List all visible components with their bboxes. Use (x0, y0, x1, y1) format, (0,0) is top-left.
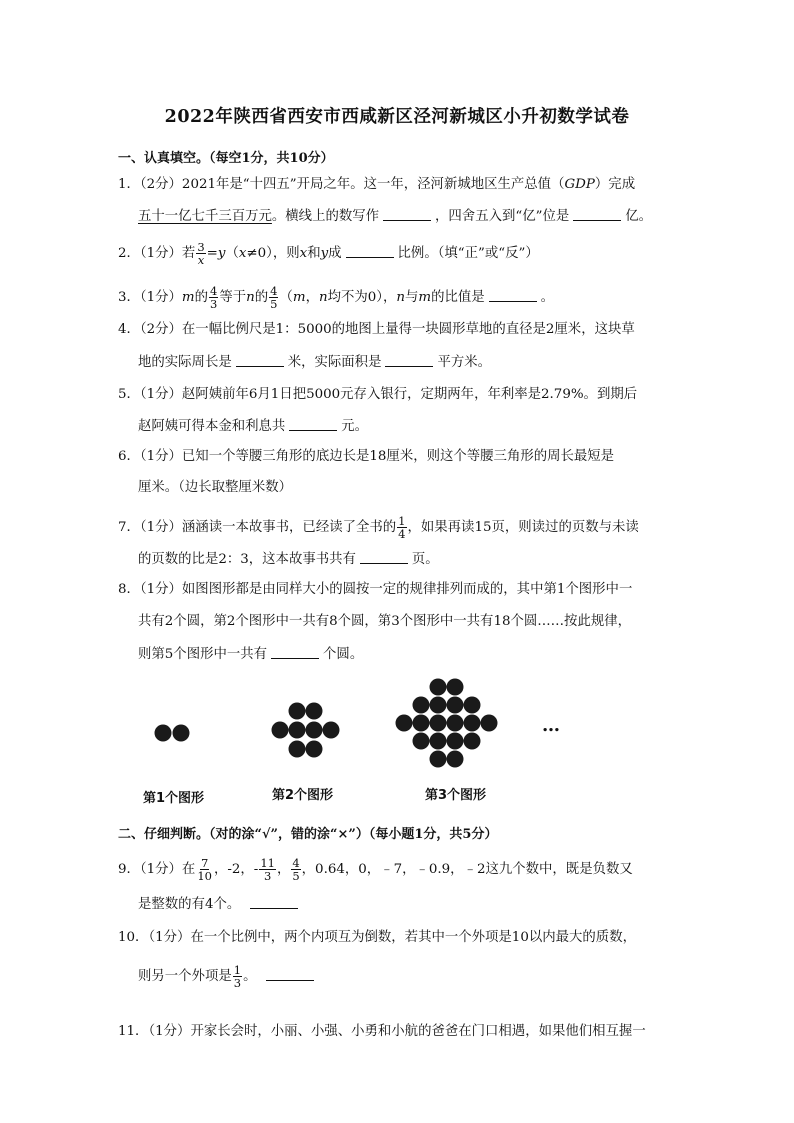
question-6-line-1 (118, 449, 678, 465)
circle-pattern-figure (137, 677, 567, 805)
q5-score: （1分） (139, 387, 182, 402)
section-1-heading: 一、认真填空。（每空1分，共10分） (118, 151, 334, 166)
q3-p2: 均不为0）， (327, 290, 397, 305)
q3-number: 3． (118, 290, 140, 305)
q2-text: 若 (181, 246, 196, 261)
q3-n: n (246, 290, 255, 305)
q10-text-2a: 则另一个外项是 (138, 969, 232, 984)
q10-text-2b: 。 (243, 969, 257, 984)
q8-text-3a: 则第5个图形中一共有 (138, 647, 268, 662)
q9-frac1-num: 7 (200, 856, 209, 870)
question-4-line-1 (118, 322, 678, 338)
q4-text-2b: 米，实际面积是 (287, 355, 382, 370)
q2-number: 2． (118, 246, 140, 261)
question-4-line-2 (138, 354, 491, 371)
q7-text-1b: ，如果再读15页，则读过的页数与未读 (407, 520, 639, 535)
q1-underlined-number: 五十一亿七千三百万元 (138, 209, 272, 224)
q3-comma: ， (305, 290, 319, 305)
q7-text-2b: 页。 (411, 552, 439, 567)
q5-text: 赵阿姨前年6月1日把5000元存入银行，定期两年，年利率是2.79%。到期后 (181, 387, 638, 402)
q2-frac-num: 3 (197, 240, 205, 254)
circle (306, 741, 323, 758)
q2-cond-open: （ (225, 246, 239, 261)
q3-blank[interactable] (489, 289, 537, 302)
q10-score: （1分） (148, 930, 191, 945)
q4-text-2a: 地的实际周长是 (138, 355, 232, 370)
circle (289, 722, 306, 739)
question-9-line-2 (138, 896, 302, 913)
q3-n3: n (396, 290, 405, 305)
circle (272, 722, 289, 739)
q4-text-2c: 平方米。 (437, 355, 492, 370)
q7-text-2a: 的页数的比是2：3，这本故事书共有 (138, 552, 356, 567)
q4-blank-2[interactable] (385, 354, 433, 367)
q7-text-1a: 涵涵读一本故事书，已经读了全书的 (181, 520, 397, 535)
question-9-line-1 (118, 857, 678, 882)
q3-frac1-den: 3 (210, 297, 218, 311)
q3-score: （1分） (139, 290, 182, 305)
circle (306, 703, 323, 720)
q10-answer-blank[interactable] (266, 968, 314, 981)
q3-frac2-num: 4 (270, 284, 278, 298)
q9-s2: ， (276, 862, 291, 877)
q1-text-3: 。横线上的数写作 (271, 209, 380, 224)
q10-fraction (233, 964, 242, 989)
question-5-line-2 (138, 418, 368, 435)
question-3 (118, 285, 678, 310)
q3-de-1: 的 (194, 290, 209, 305)
question-8-line-3 (138, 646, 363, 663)
q5-text-2a: 赵阿姨可得本金和利息共 (138, 419, 286, 434)
q2-post: 比例。（填“正”或“反”） (397, 246, 539, 261)
q1-text-4: ，四舍五入到“亿”位是 (435, 209, 570, 224)
circle (413, 733, 430, 750)
circle (430, 751, 447, 768)
question-8-line-2: 共有2个圆，第2个图形中一共有8个圆，第3个图形中一共有18个圆……按此规律， (138, 614, 632, 629)
q5-text-2b: 元。 (341, 419, 369, 434)
q5-blank[interactable] (289, 418, 337, 431)
figure-1-circles (155, 725, 190, 742)
q7-score: （1分） (139, 520, 182, 535)
q8-text-3b: 个圆。 (323, 647, 364, 662)
q11-text: 开家长会时，小丽、小强、小勇和小航的爸爸在门口相遇，如果他们相互握一 (190, 1024, 646, 1039)
q8-score: （1分） (139, 582, 182, 597)
q2-blank[interactable] (346, 245, 394, 258)
q9-frac3-num: 4 (292, 856, 300, 870)
q9-pre: 在 (181, 862, 196, 877)
q2-frac-den: x (197, 253, 205, 267)
circle (413, 697, 430, 714)
q2-fraction (196, 241, 205, 266)
q9-frac1-den: 10 (197, 869, 212, 883)
circle (464, 733, 481, 750)
circle (447, 679, 464, 696)
q9-frac2-den: 3 (263, 869, 272, 883)
q9-number: 9． (118, 862, 140, 877)
question-6-line-2: 厘米。（边长取整厘米数） (138, 480, 292, 495)
q3-m2: m (292, 290, 306, 305)
q1-text: 2021年是“十四五”开局之年。这一年，泾河新城地区生产总值（ (181, 177, 565, 192)
q3-frac1-num: 4 (210, 284, 218, 298)
question-10-line-2 (138, 964, 318, 989)
circle (464, 715, 481, 732)
q2-y2: y (320, 246, 329, 261)
q6-text: 已知一个等腰三角形的底边长是18厘米，则这个等腰三角形的周长最短是 (181, 449, 615, 464)
q3-frac2-den: 5 (270, 297, 278, 311)
circle (447, 697, 464, 714)
q7-fraction (397, 515, 406, 540)
q9-frac2-num: 11 (260, 856, 275, 870)
q2-score: （1分） (139, 246, 182, 261)
q2-x: x (238, 246, 247, 261)
q7-frac-den: 4 (398, 527, 406, 541)
question-7-line-1 (118, 515, 678, 540)
q9-s1: ，-2，- (213, 862, 259, 877)
q9-fraction-1 (196, 857, 213, 882)
q3-de-2: 的 (254, 290, 269, 305)
q3-p1: （ (279, 290, 293, 305)
q1-text-5: 亿。 (625, 209, 653, 224)
question-2 (118, 241, 678, 266)
circle (447, 733, 464, 750)
circle (447, 715, 464, 732)
q5-number: 5． (118, 387, 140, 402)
figure-3-circles (396, 679, 498, 768)
circle (173, 725, 190, 742)
q9-text-2: 是整数的有4个。 (138, 897, 241, 912)
q7-blank[interactable] (360, 551, 408, 564)
circle (306, 722, 323, 739)
q1-blank-1[interactable] (383, 208, 431, 221)
q2-and: 和 (307, 246, 321, 261)
page-title: 2022年陕西省西安市西咸新区泾河新城区小升初数学试卷 (164, 107, 630, 127)
q3-fraction-2 (269, 285, 278, 310)
q8-blank[interactable] (271, 646, 319, 659)
circle (430, 679, 447, 696)
q2-cond: ≠0），则 (246, 246, 300, 261)
circle (464, 697, 481, 714)
circle (289, 741, 306, 758)
q1-gdp: GDP (564, 177, 595, 192)
q2-x2: x (299, 246, 308, 261)
q2-eq: = (206, 246, 218, 261)
circle (430, 733, 447, 750)
q10-frac-num: 1 (233, 963, 242, 977)
question-8-line-1 (118, 582, 678, 598)
q3-post: 的比值是 (431, 290, 485, 305)
q3-end: 。 (540, 290, 555, 305)
circle (289, 703, 306, 720)
q9-answer-blank[interactable] (250, 896, 298, 909)
q3-fraction-1 (209, 285, 218, 310)
q3-m3: m (418, 290, 432, 305)
q9-fraction-3 (291, 857, 300, 882)
q10-number: 10． (118, 930, 149, 945)
question-10-line-1 (118, 930, 678, 946)
figure-1-label: 第1个图形 (143, 791, 205, 806)
q4-score: （2分） (139, 322, 182, 337)
q3-mid: 等于 (219, 290, 247, 305)
q2-y: y (217, 246, 226, 261)
q7-frac-num: 1 (398, 514, 406, 528)
q6-score: （1分） (139, 449, 182, 464)
question-5-line-1 (118, 387, 678, 403)
q10-frac-den: 3 (233, 976, 242, 990)
question-11-line-1 (118, 1024, 678, 1040)
figure-2-circles (272, 703, 340, 758)
q3-yu: 与 (404, 290, 419, 305)
q4-text: 在一幅比例尺是1：5000的地图上量得一块圆形草地的直径是2厘米，这块草 (181, 322, 635, 337)
figure-3-label: 第3个图形 (425, 788, 487, 803)
q4-blank-1[interactable] (236, 354, 284, 367)
figure-2-label: 第2个图形 (272, 788, 334, 803)
circle (481, 715, 498, 732)
q10-text: 在一个比例中，两个内项互为倒数，若其中一个外项是10以内最大的质数， (190, 930, 636, 945)
q3-n2: n (318, 290, 328, 305)
circle (323, 722, 340, 739)
section-2-heading: 二、仔细判断。（对的涂“√”，错的涂“×”）（每小题1分，共5分） (118, 827, 498, 842)
q6-number: 6． (118, 449, 140, 464)
question-1-line-1 (118, 177, 678, 193)
q1-number: 1． (118, 177, 140, 192)
q8-text: 如图图形都是由同样大小的圆按一定的规律排列而成的，其中第1个图形中一 (181, 582, 633, 597)
circle (447, 751, 464, 768)
q2-cheng: 成 (328, 246, 342, 261)
circle (155, 725, 172, 742)
q8-number: 8． (118, 582, 140, 597)
q9-frac3-den: 5 (292, 869, 300, 883)
q9-s3: ，0.64，0，﹣7，﹣0.9，﹣2这九个数中，既是负数又 (301, 862, 633, 877)
q7-number: 7． (118, 520, 140, 535)
circle (430, 715, 447, 732)
circle (430, 697, 447, 714)
q4-number: 4． (118, 322, 140, 337)
q3-m: m (181, 290, 195, 305)
circle (413, 715, 430, 732)
q11-score: （1分） (148, 1024, 191, 1039)
question-1-line-2 (138, 208, 652, 225)
question-7-line-2 (138, 551, 439, 568)
q11-number: 11． (118, 1024, 149, 1039)
figure-ellipsis: … (542, 715, 560, 736)
q1-blank-2[interactable] (573, 208, 621, 221)
q9-fraction-2 (259, 857, 276, 882)
circle (396, 715, 413, 732)
q9-score: （1分） (139, 862, 182, 877)
circle-pattern-svg (137, 677, 567, 805)
q1-text-2: ）完成 (594, 177, 636, 192)
q1-score: （2分） (139, 177, 182, 192)
